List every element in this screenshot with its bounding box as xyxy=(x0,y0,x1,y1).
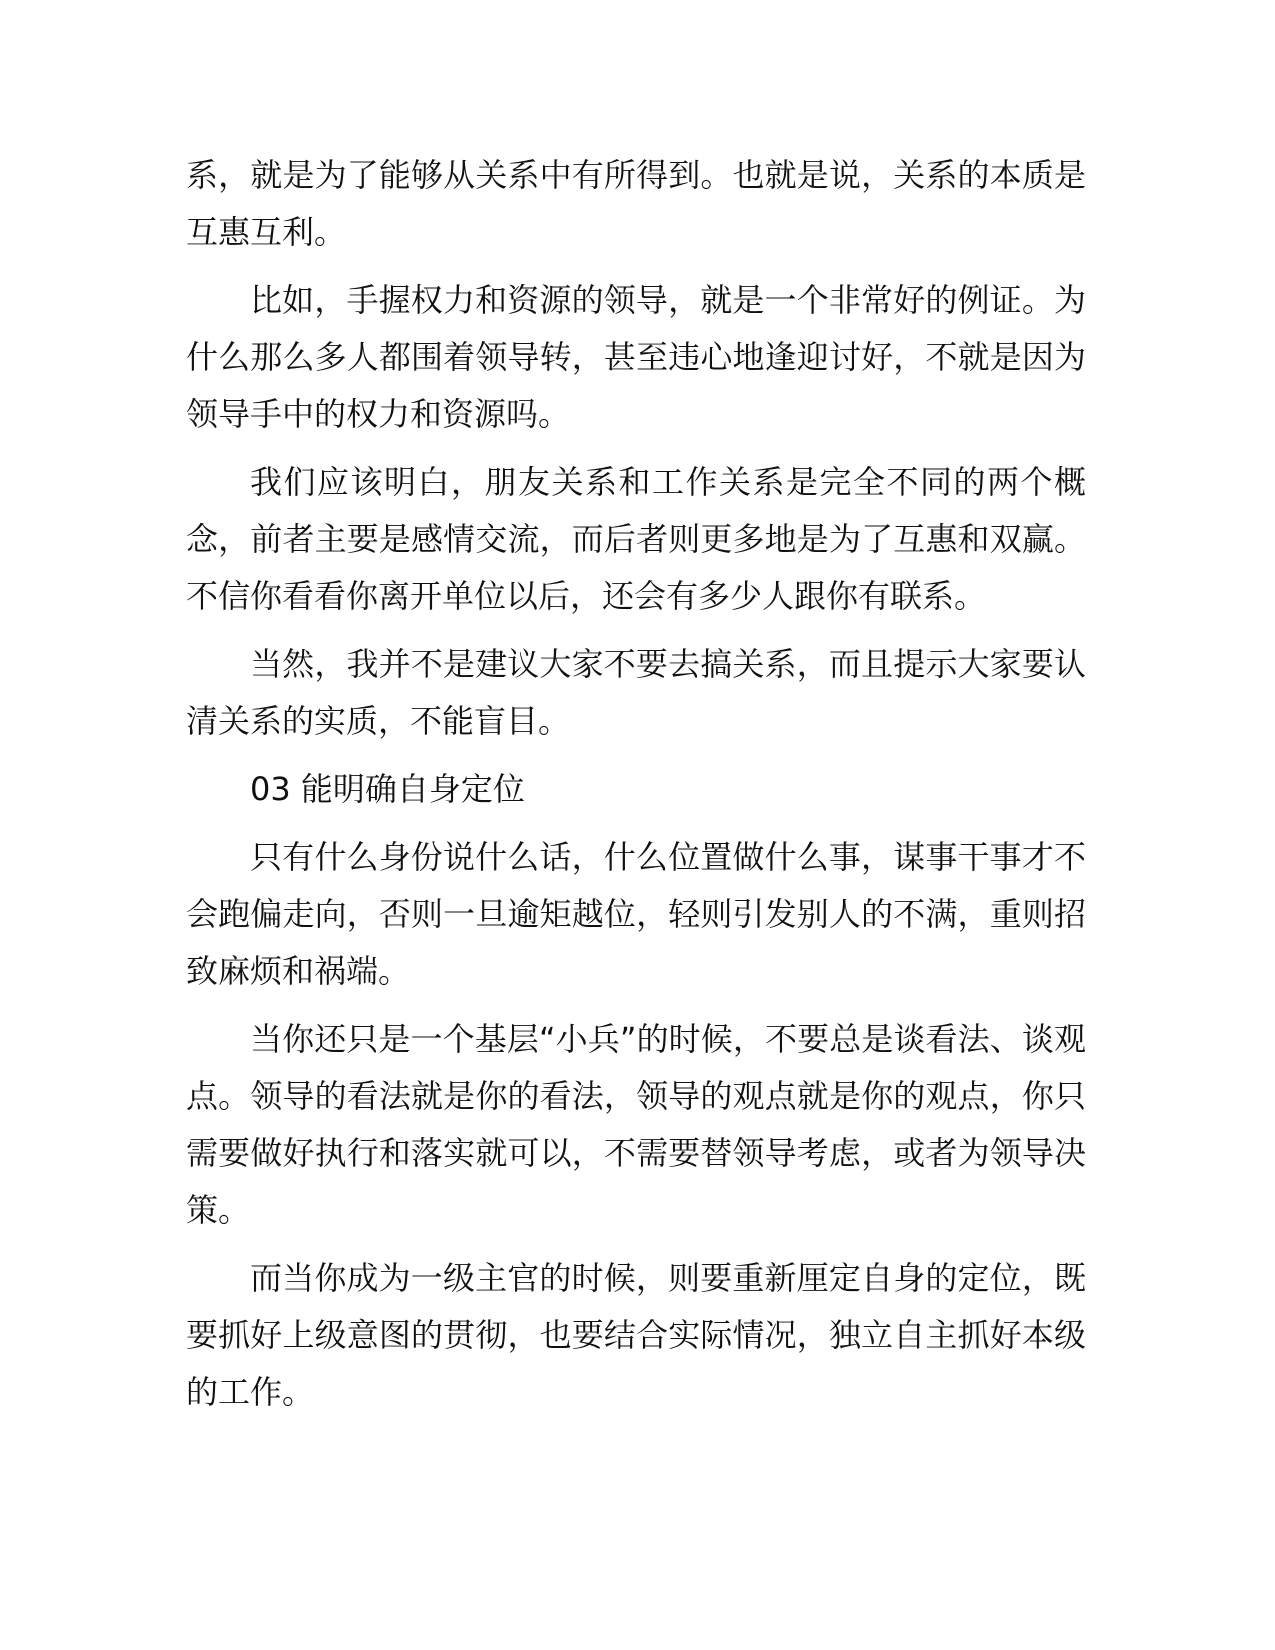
paragraph-friend-vs-work: 我们应该明白，朋友关系和工作关系是完全不同的两个概念，前者主要是感情交流，而后者则更多地是为了互惠和双赢。不信你看看你离开单位以后，还会有多少人跟你有联系。 xyxy=(186,463,1086,615)
paragraph-clarify-nature: 当然，我并不是建议大家不要去搞关系，而且提示大家要认清关系的实质，不能盲目。 xyxy=(186,645,1086,740)
paragraph-chief-officer: 而当你成为一级主官的时候，则要重新厘定自身的定位，既要抓好上级意图的贯彻，也要结合实际情况，独立自主抓好本级的工作。 xyxy=(186,1259,1086,1411)
document-page xyxy=(186,147,1086,1432)
paragraph-grassroots-soldier: 当你还只是一个基层“小兵”的时候，不要总是谈看法、谈观点。领导的看法就是你的看法，领导的观点就是你的观点，你只需要做好执行和落实就可以，不需要替领导考虑，或者为领导决策。 xyxy=(186,1020,1086,1229)
paragraph-leader-example: 比如，手握权力和资源的领导，就是一个非常好的例证。为什么那么多人都围着领导转，甚至违心地逢迎讨好，不就是因为领导手中的权力和资源吗。 xyxy=(186,281,1086,433)
paragraph-identity-position: 只有什么身份说什么话，什么位置做什么事，谋事干事才不会跑偏走向，否则一旦逾矩越位，轻则引发别人的不满，重则招致麻烦和祸端。 xyxy=(186,838,1086,990)
paragraph-relationship-essence: 系，就是为了能够从关系中有所得到。也就是说，关系的本质是互惠互利。 xyxy=(186,156,1086,251)
section-heading-03: 03 能明确自身定位 xyxy=(250,770,525,808)
